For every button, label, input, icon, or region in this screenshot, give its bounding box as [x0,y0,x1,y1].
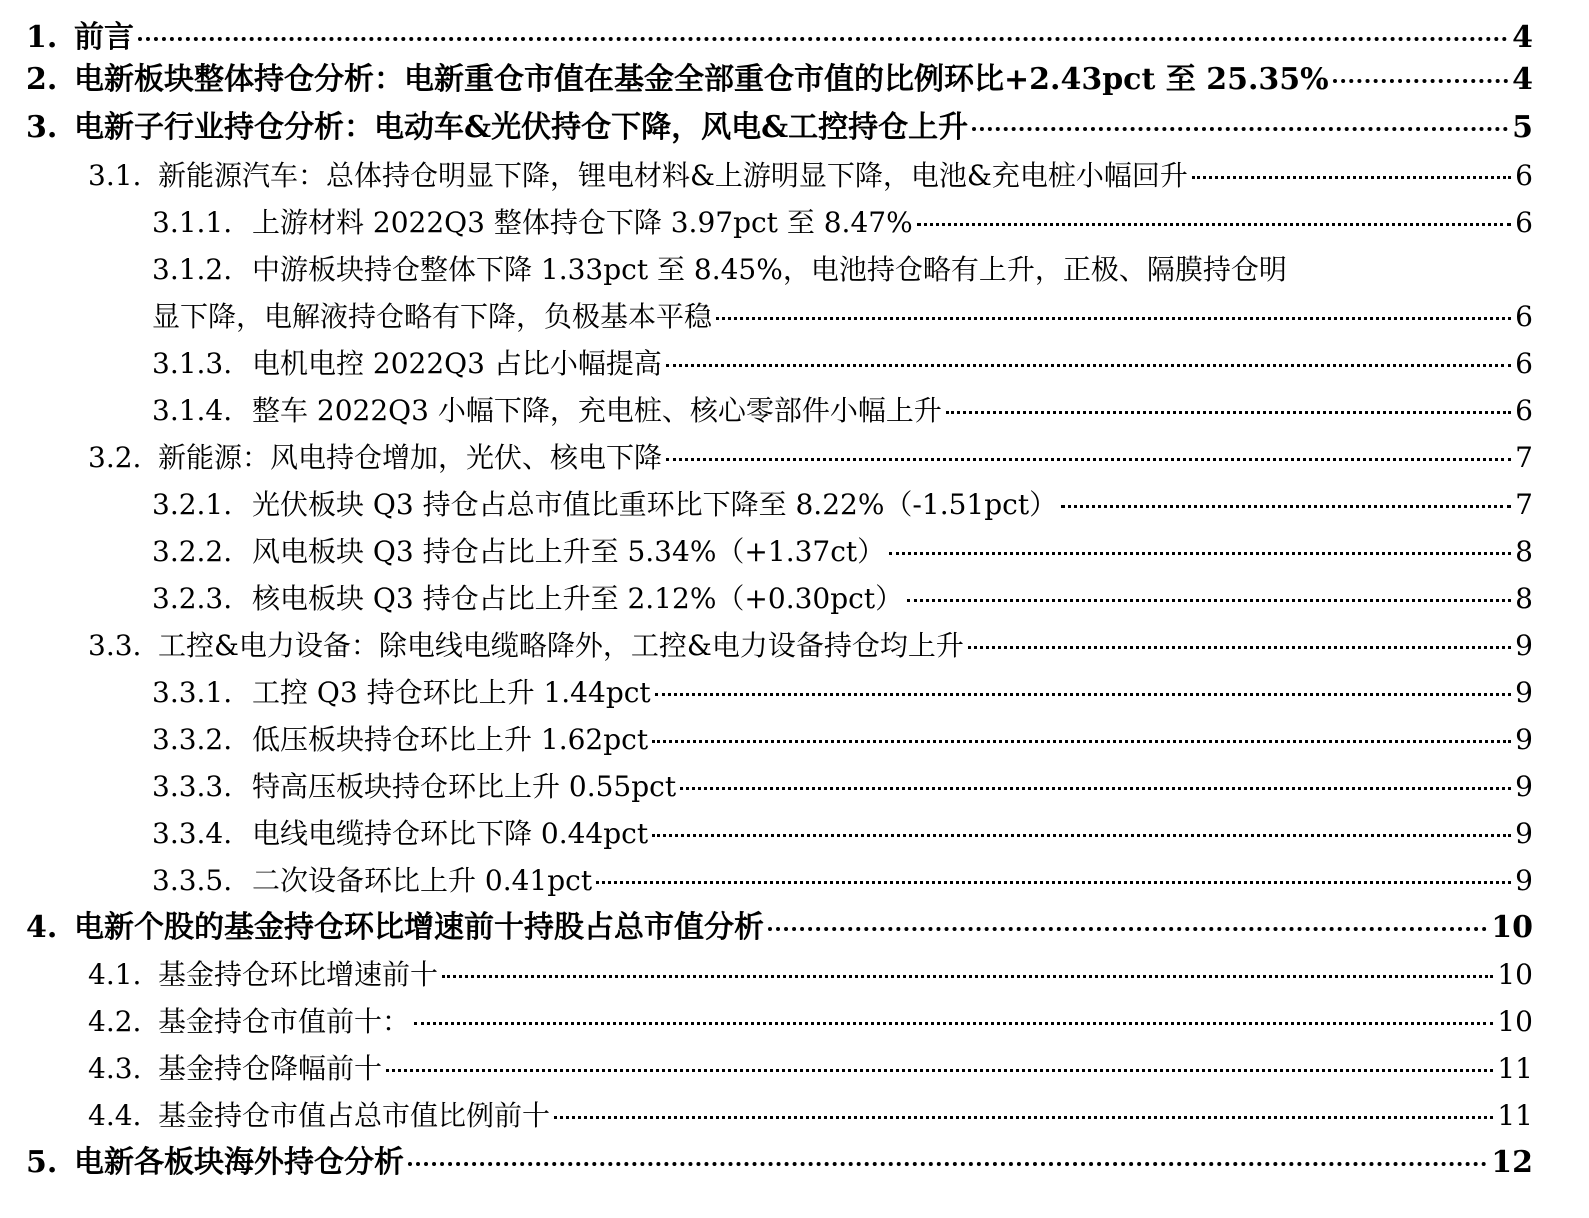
toc-page-number: 9 [1515,629,1533,662]
toc-number: 3.2.3. [152,582,233,615]
toc-entry-3-3-1[interactable] [0,669,1589,717]
toc-title: 基金持仓环比增速前十 [158,958,439,991]
toc-title: 风电板块 Q3 持仓占比上升至 5.34%（+1.37ct） [252,535,886,568]
toc-number: 4.3. [88,1052,142,1085]
toc-number: 3.1.3. [152,347,233,380]
toc-number: 3.3.2. [152,723,233,756]
toc-entry-3-2[interactable] [0,434,1589,482]
toc-entry-3-3-2[interactable] [0,716,1589,764]
toc-title: 电新板块整体持仓分析：电新重仓市值在基金全部重仓市值的比例环比+2.43pct 至 25.35% [74,62,1329,97]
toc-title: 电新个股的基金持仓环比增速前十持股占总市值分析 [74,910,764,945]
toc-entry-4-3[interactable] [0,1045,1589,1093]
toc-entry-4-2[interactable] [0,998,1589,1046]
toc-number: 1. [26,20,58,55]
toc-page-number: 6 [1515,394,1533,427]
toc-title: 电新子行业持仓分析：电动车&光伏持仓下降，风电&工控持仓上升 [74,110,969,145]
toc-title-line2: 显下降，电解液持仓略有下降，负极基本平稳 [152,300,713,333]
toc-number: 3.1. [88,159,142,192]
toc-entry-4-1[interactable] [0,951,1589,999]
dot-leader [596,880,1511,884]
toc-entry-3-3[interactable] [0,622,1589,670]
toc-title: 电机电控 2022Q3 占比小幅提高 [252,347,662,380]
toc-entry-3-3-3[interactable] [0,763,1589,811]
toc-number: 3.3. [88,629,142,662]
toc-page-number: 11 [1497,1099,1533,1132]
toc-page-number: 10 [1497,1005,1533,1038]
toc-title-line1: 中游板块持仓整体下降 1.33pct 至 8.45%，电池持仓略有上升，正极、隔膜持仓明 [252,253,1287,286]
dot-leader [414,1021,1493,1025]
toc-page-number: 5 [1512,110,1533,145]
dot-leader [680,786,1511,790]
toc-entry-3-1-1[interactable] [0,199,1589,247]
dot-leader [972,126,1508,131]
toc-entry-3-1[interactable] [0,152,1589,200]
dot-leader [408,1161,1487,1166]
toc-page-number: 9 [1515,770,1533,803]
dot-leader [652,833,1511,837]
toc-number: 3.3.5. [152,864,233,897]
toc-page-number: 7 [1515,488,1533,521]
toc-title: 整车 2022Q3 小幅下降，充电桩、核心零部件小幅上升 [252,394,942,427]
dot-leader [666,457,1511,461]
dot-leader [1061,504,1511,508]
toc-number: 3.2.2. [152,535,233,568]
dot-leader [442,974,1493,978]
toc-number: 4.1. [88,958,142,991]
toc-title: 新能源：风电持仓增加，光伏、核电下降 [158,441,663,474]
dot-leader [655,692,1511,696]
toc-number: 3. [26,110,58,145]
toc-title: 二次设备环比上升 0.41pct [252,864,593,897]
toc-entry-2[interactable] [0,56,1589,104]
dot-leader [1333,78,1508,83]
toc-title: 电线电缆持仓环比下降 0.44pct [252,817,649,850]
toc-page-number: 10 [1491,910,1533,945]
toc-entry-5[interactable] [0,1139,1589,1187]
toc-entry-4-4[interactable] [0,1092,1589,1140]
toc-page-number: 8 [1515,535,1533,568]
toc-title: 基金持仓降幅前十 [158,1052,383,1085]
toc-title: 上游材料 2022Q3 整体持仓下降 3.97pct 至 8.47% [252,206,913,239]
toc-title: 新能源汽车：总体持仓明显下降，锂电材料&上游明显下降，电池&充电桩小幅回升 [158,159,1188,192]
toc-page-number: 7 [1515,441,1533,474]
toc-number: 3.3.1. [152,676,233,709]
toc-number: 3.1.4. [152,394,233,427]
toc-entry-3-1-3[interactable] [0,340,1589,388]
dot-leader [946,410,1511,414]
toc-number: 3.1.2. [152,253,233,286]
toc-entry-3-1-2[interactable] [0,246,1589,294]
toc-entry-3-2-3[interactable] [0,575,1589,623]
dot-leader [716,316,1511,320]
dot-leader [907,598,1511,602]
toc-entry-4[interactable] [0,904,1589,952]
toc-entry-3-3-4[interactable] [0,810,1589,858]
toc-title: 特高压板块持仓环比上升 0.55pct [252,770,677,803]
dot-leader [386,1068,1493,1072]
toc-title: 基金持仓市值前十： [158,1005,411,1038]
toc-page-number: 6 [1515,347,1533,380]
toc-page-number: 6 [1515,300,1533,333]
dot-leader [138,36,1508,41]
dot-leader [554,1115,1493,1119]
toc-title: 工控 Q3 持仓环比上升 1.44pct [252,676,651,709]
toc-entry-3-1-4[interactable] [0,387,1589,435]
toc-entry-3-1-2-continued[interactable] [0,293,1589,341]
toc-number: 4.4. [88,1099,142,1132]
toc-number: 3.2. [88,441,142,474]
dot-leader [652,739,1511,743]
toc-number: 5. [26,1145,58,1180]
toc-page-number: 9 [1515,864,1533,897]
toc-page-number: 6 [1515,206,1533,239]
toc-number: 3.2.1. [152,488,233,521]
toc-title: 电新各板块海外持仓分析 [74,1145,404,1180]
dot-leader [968,645,1511,649]
toc-title: 前言 [74,20,134,55]
toc-page-number: 11 [1497,1052,1533,1085]
toc-page-number: 9 [1515,676,1533,709]
toc-entry-1[interactable] [0,14,1589,62]
toc-number: 2. [26,62,58,97]
toc-entry-3-2-2[interactable] [0,528,1589,576]
toc-title: 低压板块持仓环比上升 1.62pct [252,723,649,756]
toc-page-number: 4 [1512,20,1533,55]
toc-number: 3.1.1. [152,206,233,239]
toc-title: 光伏板块 Q3 持仓占总市值比重环比下降至 8.22%（-1.51pct） [252,488,1058,521]
toc-title: 核电板块 Q3 持仓占比上升至 2.12%（+0.30pct） [252,582,904,615]
toc-page-number: 12 [1491,1145,1533,1180]
toc-entry-3-2-1[interactable] [0,481,1589,529]
toc-entry-3[interactable] [0,104,1589,152]
dot-leader [889,551,1511,555]
toc-page-number: 6 [1515,159,1533,192]
toc-page-number: 8 [1515,582,1533,615]
toc-number: 4. [26,910,58,945]
toc-title: 基金持仓市值占总市值比例前十 [158,1099,551,1132]
toc-entry-3-3-5[interactable] [0,857,1589,905]
toc-page-number: 9 [1515,723,1533,756]
dot-leader [768,926,1487,931]
toc-page-number: 9 [1515,817,1533,850]
toc-number: 3.3.4. [152,817,233,850]
dot-leader [666,363,1511,367]
toc-number: 4.2. [88,1005,142,1038]
toc-page-number: 10 [1497,958,1533,991]
toc-number: 3.3.3. [152,770,233,803]
toc-page-number: 4 [1512,62,1533,97]
toc-title: 工控&电力设备：除电线电缆略降外，工控&电力设备持仓均上升 [158,629,964,662]
dot-leader [917,222,1511,226]
dot-leader [1192,175,1511,179]
